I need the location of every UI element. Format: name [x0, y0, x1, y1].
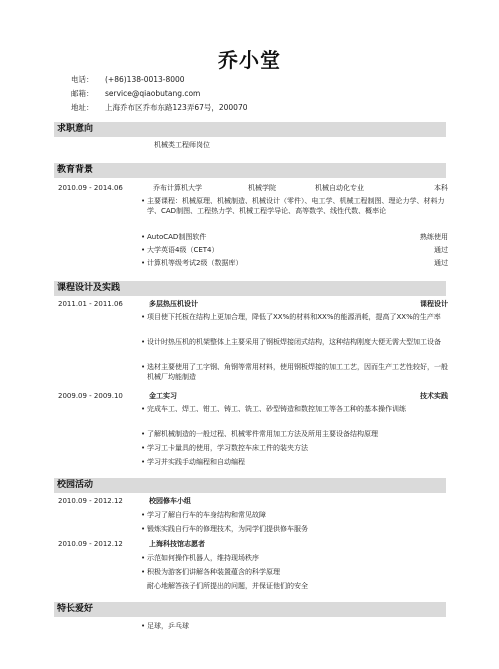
- skill-item: • 大学英语4级（CET4）: [141, 246, 219, 254]
- email-value: service@qiaobutang.com: [105, 89, 201, 98]
- bullet-icon: •: [141, 233, 146, 241]
- bullet-icon: •: [141, 259, 146, 267]
- hobby-item: • 足球，乒乓球: [141, 622, 189, 630]
- bullet-icon: •: [141, 458, 146, 466]
- address-label: 地址：: [71, 103, 94, 112]
- activity-bullet: • 锻炼实践自行车的修理技术，为同学们提供修车服务: [141, 525, 308, 533]
- skill-item: • 计算机等级考试2级（数据库）: [141, 259, 243, 267]
- project-date: 2009.09 - 2009.10: [58, 392, 123, 400]
- section-activities-header: 校园活动: [54, 478, 446, 493]
- project-bullet: • 学习并实践手动编程和自动编程: [141, 458, 245, 466]
- skill-level: 熟练使用: [420, 233, 448, 241]
- activity-bullet: 耐心地解答孩子们所提出的问题，并保证他们的安全: [147, 582, 308, 590]
- bullet-icon: •: [141, 246, 146, 254]
- bullet-icon: •: [141, 511, 146, 519]
- email-label: 邮箱：: [71, 89, 94, 98]
- objective-position: 机械类工程师岗位: [154, 141, 210, 149]
- education-degree: 本科: [434, 184, 448, 192]
- skill-level: 通过: [434, 259, 448, 267]
- project-bullet: • 项目使下托板在结构上更加合理，降低了XX%的材料和XX%的能源消耗，提高了XX%的生产率: [141, 313, 441, 321]
- bullet-icon: •: [141, 554, 146, 562]
- bullet-icon: •: [141, 338, 146, 346]
- activity-bullet: • 示范如何操作机器人，维持现场秩序: [141, 554, 259, 562]
- education-date: 2010.09 - 2014.06: [58, 184, 123, 192]
- activity-bullet: • 学习了解自行车的车身结构和常见故障: [141, 511, 266, 519]
- bullet-icon: •: [141, 405, 146, 413]
- bullet-icon: •: [141, 430, 146, 438]
- phone-value: (+86)138-0013-8000: [105, 75, 185, 84]
- education-school: 乔布计算机大学: [153, 184, 202, 192]
- project-bullet: • 设计时热压机的机架整体上主要采用了钢板焊接闭式结构，这种结构刚度大便无需大型加工设备: [141, 338, 441, 346]
- bullet-icon: •: [141, 363, 146, 371]
- project-name: 金工实习: [149, 392, 177, 400]
- project-bullet: • 选材主要使用了工字钢、角钢等常用材料，使用钢板焊接的加工工艺，因而生产工艺性较好，一般机械厂均能制造: [141, 363, 448, 381]
- project-name: 多层热压机设计: [149, 300, 198, 308]
- project-bullet: • 完成车工、焊工、钳工、铸工、铣工、砂型铸造和数控加工等各工种的基本操作训练: [141, 405, 406, 413]
- skill-item: • AutoCAD制图软件: [141, 233, 207, 241]
- skill-level: 通过: [434, 246, 448, 254]
- bullet-icon: •: [141, 197, 146, 205]
- section-education-header: 教育背景: [54, 163, 446, 178]
- bullet-icon: •: [141, 622, 146, 630]
- project-type: 课程设计: [420, 300, 448, 308]
- section-objective-header: 求职意向: [54, 122, 446, 137]
- project-bullet: • 学习工卡量具的使用，学习数控车床工件的装夹方法: [141, 444, 308, 452]
- section-projects-header: 课程设计及实践: [54, 281, 446, 296]
- activity-name: 校园修车小组: [149, 497, 191, 505]
- activity-name: 上海科技馆志愿者: [149, 540, 205, 548]
- education-college: 机械学院: [248, 184, 276, 192]
- project-date: 2011.01 - 2011.06: [58, 300, 123, 308]
- activity-bullet: • 积极为游客们讲解各种装置蕴含的科学原理: [141, 568, 280, 576]
- contact-block: [71, 73, 248, 115]
- resume-name: 乔小堂: [218, 48, 281, 72]
- phone-label: 电话：: [71, 75, 94, 84]
- bullet-icon: •: [141, 313, 146, 321]
- project-bullet: • 了解机械制造的一般过程、机械零件常用加工方法及所用主要设备结构原理: [141, 430, 378, 438]
- education-major: 机械自动化专业: [315, 184, 364, 192]
- bullet-icon: •: [141, 568, 146, 576]
- activity-date: 2010.09 - 2012.12: [58, 497, 123, 505]
- activity-date: 2010.09 - 2012.12: [58, 540, 123, 548]
- address-value: 上海乔布区乔布东路123弄67号，200070: [105, 103, 248, 112]
- bullet-icon: •: [141, 525, 146, 533]
- section-hobbies-header: 特长爱好: [54, 602, 446, 617]
- project-type: 技术实践: [420, 392, 448, 400]
- bullet-icon: •: [141, 444, 146, 452]
- education-courses: • 主要课程：机械原理、机械制造、机械设计（零件）、电工学、机械工程制图、理论力学、材料力学、CAD制图、工程热力学、机械工程学导论、高等数学、线性代数、概率论: [141, 197, 445, 215]
